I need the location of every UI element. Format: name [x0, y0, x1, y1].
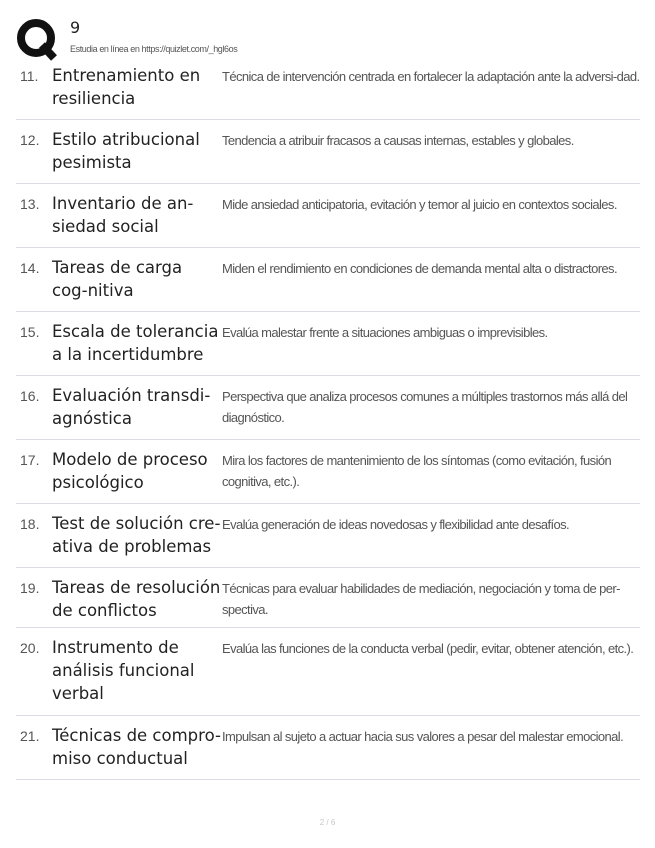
item-definition: Evalúa generación de ideas novedosas y flexibilidad ante desafíos.: [222, 517, 570, 532]
item-number: 11.: [20, 68, 39, 84]
item-number: 21.: [20, 728, 40, 744]
item-term: Entrenamiento en resiliencia: [52, 66, 201, 108]
item-definition: Evalúa las funciones de la conducta verbal (pedir, evitar, obtener atención, etc.).: [222, 641, 634, 656]
item-number: 12.: [20, 132, 40, 148]
item-definition: Tendencia a atribuir fracasos a causas internas, estables y globales.: [222, 133, 574, 148]
list-item: [16, 628, 640, 716]
item-term: Tareas de resolución de conflictos: [52, 578, 221, 620]
item-number: 19.: [20, 580, 40, 596]
quizlet-q-logo-icon: [16, 18, 60, 62]
list-item: [16, 504, 640, 568]
item-number: 15.: [20, 324, 40, 340]
list-item: [16, 376, 640, 440]
list-item: [16, 312, 640, 376]
list-item: [16, 248, 640, 312]
flashcard-list: [16, 62, 640, 780]
list-item: [16, 62, 640, 120]
item-term: Escala de tolerancia a la incertidumbre: [52, 322, 219, 364]
item-term: Inventario de an-siedad social: [52, 194, 194, 236]
item-definition: Mide ansiedad anticipatoria, evitación y temor al juicio en contextos sociales.: [222, 197, 617, 212]
item-definition: Evalúa malestar frente a situaciones ambiguas o imprevisibles.: [222, 325, 548, 340]
item-term: Test de solución cre-ativa de problemas: [52, 514, 221, 556]
item-number: 18.: [20, 516, 40, 532]
item-number: 16.: [20, 388, 40, 404]
list-item: [16, 716, 640, 780]
list-item: [16, 184, 640, 248]
study-online-link[interactable]: Estudia en línea en https://quizlet.com/_hgl6os: [70, 44, 238, 54]
item-number: 14.: [20, 260, 40, 276]
item-term: Estilo atribucional pesimista: [52, 130, 200, 172]
item-term: Tareas de carga cog-nitiva: [52, 258, 183, 300]
list-item: [16, 120, 640, 184]
document-title: 9: [70, 18, 81, 37]
item-term: Técnicas de compro-miso conductual: [52, 726, 221, 768]
item-term: Instrumento de análisis funcional verbal: [52, 638, 195, 703]
item-definition: Miden el rendimiento en condiciones de demanda mental alta o distractores.: [222, 261, 617, 276]
item-definition: Mira los factores de mantenimiento de los síntomas (como evitación, fusión cognitiva, etc.).: [222, 453, 612, 489]
page-number: 2 / 6: [319, 818, 336, 827]
item-definition: Técnicas para evaluar habilidades de mediación, negociación y toma de per-spectiva.: [222, 581, 620, 617]
item-term: Modelo de proceso psicológico: [52, 450, 208, 492]
list-item: [16, 568, 640, 628]
item-number: 17.: [20, 452, 40, 468]
item-term: Evaluación transdi-agnóstica: [52, 386, 211, 428]
item-number: 20.: [20, 640, 40, 656]
list-item: [16, 440, 640, 504]
item-definition: Impulsan al sujeto a actuar hacia sus valores a pesar del malestar emocional.: [222, 729, 624, 744]
item-definition: Perspectiva que analiza procesos comunes a múltiples trastornos más allá del diagnóstico.: [222, 389, 628, 425]
item-definition: Técnica de intervención centrada en fortalecer la adaptación ante la adversi-dad.: [222, 69, 640, 84]
item-number: 13.: [20, 196, 40, 212]
page-header: [16, 16, 636, 60]
